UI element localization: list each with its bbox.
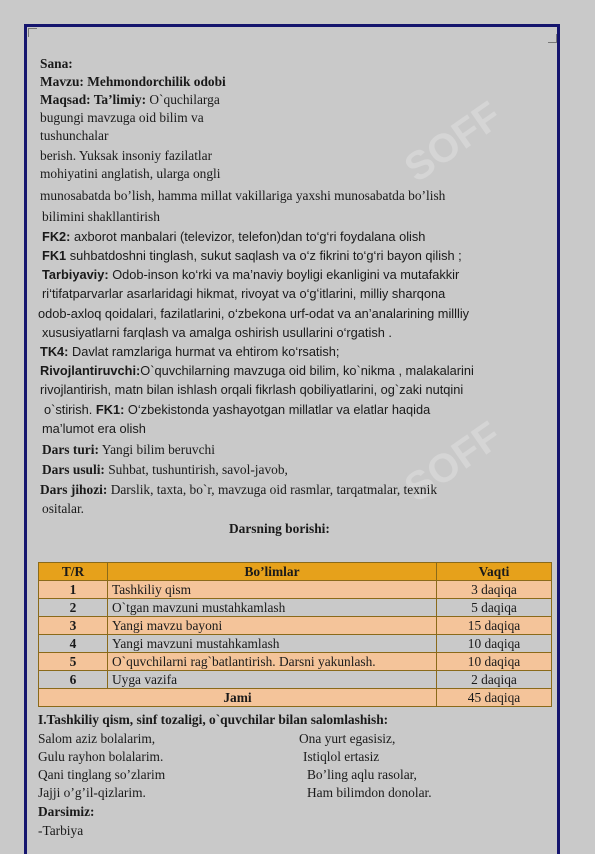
lesson-equipment-line [40, 481, 437, 498]
topic-value: Mehmondorchilik odobi [87, 74, 226, 89]
educational-label: Tarbiyaviy: [42, 267, 109, 282]
lesson-method-value: Suhbat, tushuntirish, savol-javob, [108, 462, 288, 477]
section-heading: I.Tashkiliy qism, sinf tozaligi, o`quvchilar bilan salomlashish: [38, 712, 389, 727]
fk1b-label: FK1: [95, 402, 125, 417]
developmental-text: rivojlantirish, matn bilan ishlash orqali fikrlash qobiliyatlarini, og`zaki nutqini [40, 382, 464, 397]
row-section: Yangi mavzu bayoni [108, 617, 437, 635]
goal-text: mohiyatini anglatish, ularga ongli [40, 166, 221, 181]
goal-text: tushunchalar [40, 128, 109, 143]
poem-line-left: Jajji o’g’il-qizlarim. [38, 785, 146, 800]
date-label: Sana: [40, 56, 73, 71]
fk1-text: suhbatdoshni tinglash, sukut saqlash va o‘z fikrini to‘g‘ri bayon qilish ; [69, 248, 462, 263]
lesson-equipment-value: Darslik, taxta, bo`r, mavzuga oid rasmlar, tarqatmalar, texnik [110, 482, 438, 497]
lesson-equipment-value: ositalar. [42, 501, 85, 516]
table-row [39, 581, 552, 599]
darsimiz-heading: Darsimiz: [38, 804, 95, 819]
educational-text: odob-axloq qoidalari, fazilatlarini, o‘zbekona urf-odat va an’analarining millliy [38, 306, 470, 321]
table-row [39, 617, 552, 635]
row-time: 10 daqiqa [437, 653, 552, 671]
tarbiya-line: -Tarbiya [38, 823, 84, 838]
table-row [39, 671, 552, 689]
fk1-line [42, 247, 462, 264]
tk4-line [40, 343, 339, 360]
corner-mark-top-right [548, 34, 557, 43]
developmental-text: o`stirish. [44, 402, 93, 417]
row-number: 3 [39, 617, 108, 635]
lesson-plan-table [38, 562, 552, 707]
developmental-text: O‘zbekistonda yashayotgan millatlar va elatlar haqida [127, 402, 431, 417]
educational-line [42, 266, 459, 283]
row-time: 10 daqiqa [437, 635, 552, 653]
col-header-time: Vaqti [437, 563, 552, 581]
poem-line-left: Gulu rayhon bolalarim. [38, 749, 164, 764]
row-time: 3 daqiqa [437, 581, 552, 599]
poem-line-right: Istiqlol ertasiz [303, 749, 380, 764]
row-section: Uyga vazifa [108, 671, 437, 689]
table-row [39, 599, 552, 617]
row-number: 5 [39, 653, 108, 671]
lesson-type-value: Yangi bilim beruvchi [101, 442, 215, 457]
poem-line-right: Bo’ling aqlu rasolar, [307, 767, 417, 782]
table-total-row [39, 689, 552, 707]
lesson-flow-heading: Darsning borishi: [229, 521, 330, 536]
fk2-label: FK2: [42, 229, 71, 244]
tk4-text: Davlat ramzlariga hurmat va ehtirom ko‘rsatish; [72, 344, 340, 359]
table-row [39, 635, 552, 653]
row-section: O`tgan mavzuni mustahkamlash [108, 599, 437, 617]
row-section: Tashkiliy qism [108, 581, 437, 599]
row-number: 2 [39, 599, 108, 617]
watermark-logo: SOFF [396, 93, 510, 191]
goal-line [40, 91, 220, 108]
watermark-logo: SOFF [396, 413, 510, 511]
goal-text: berish. Yuksak insoniy fazilatlar [40, 148, 213, 163]
fk1-label: FK1 [42, 248, 67, 263]
developmental-label: Rivojlantiruvchi: [40, 363, 141, 378]
table-header-row [39, 563, 552, 581]
total-value: 45 daqiqa [437, 689, 552, 707]
poem-line-left: Qani tinglang so’zlarim [38, 767, 166, 782]
col-header-sections: Bo’limlar [108, 563, 437, 581]
row-number: 4 [39, 635, 108, 653]
row-time: 15 daqiqa [437, 617, 552, 635]
educational-text: ri‘tifatparvarlar asarlaridagi hikmat, rivoyat va o‘gʻitlarini, milliy sharqona [42, 286, 446, 301]
educational-text: Odob-inson ko‘rki va ma’naviy boyligi ekanligini va mutafakkir [112, 267, 460, 282]
total-label: Jami [39, 689, 437, 707]
tk4-label: TK4: [40, 344, 69, 359]
lesson-method-line [42, 461, 288, 478]
topic-label: Mavzu: [40, 74, 84, 89]
row-section: Yangi mavzuni mustahkamlash [108, 635, 437, 653]
col-header-tr: T/R [39, 563, 108, 581]
developmental-line [44, 401, 430, 418]
row-section: O`quvchilarni rag`batlantirish. Darsni yakunlash. [108, 653, 437, 671]
lesson-method-label: Dars usuli: [42, 462, 105, 477]
lesson-type-label: Dars turi: [42, 442, 99, 457]
row-number: 6 [39, 671, 108, 689]
corner-mark-top-left [28, 28, 37, 37]
poem-line-right: Ham bilimdon donolar. [307, 785, 432, 800]
developmental-text: O`quvchilarning mavzuga oid bilim, ko`nikma , malakalarini [140, 363, 474, 378]
goal-text: O`quchilarga [149, 92, 220, 107]
goal-text: munosabatda bo’lish, hamma millat vakillariga yaxshi munosabatda bo’lish [40, 188, 446, 203]
fk2-text: axborot manbalari (televizor, telefon)dan to‘g‘ri foydalana olish [74, 229, 426, 244]
table-row [39, 653, 552, 671]
developmental-line [40, 362, 474, 379]
goal-label: Maqsad: Ta’limiy: [40, 92, 147, 107]
row-number: 1 [39, 581, 108, 599]
goal-text: bugungi mavzuga oid bilim va [40, 110, 204, 125]
educational-text: xususiyatlarni farqlash va amalga oshirish usullarini o‘rgatish . [42, 325, 392, 340]
fk2-line [42, 228, 425, 245]
row-time: 2 daqiqa [437, 671, 552, 689]
lesson-type-line [42, 441, 215, 458]
goal-text: bilimini shakllantirish [42, 209, 160, 224]
poem-line-left: Salom aziz bolalarim, [38, 731, 156, 746]
developmental-text: ma’lumot era olish [42, 421, 146, 436]
topic-line [40, 73, 226, 90]
lesson-equipment-label: Dars jihozi: [40, 482, 108, 497]
row-time: 5 daqiqa [437, 599, 552, 617]
poem-line-right: Ona yurt egasisiz, [299, 731, 396, 746]
